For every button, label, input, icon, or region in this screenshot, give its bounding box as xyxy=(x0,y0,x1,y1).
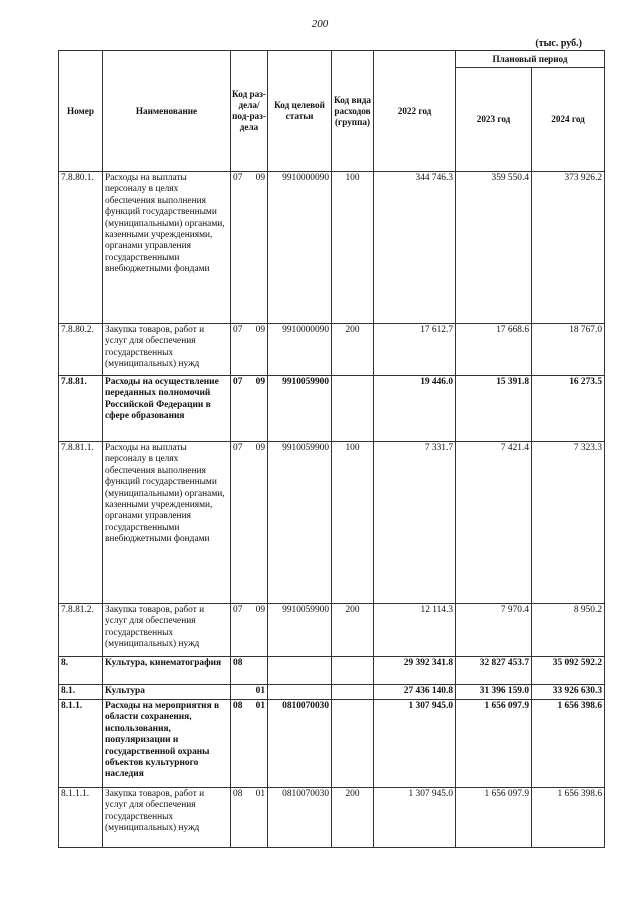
header-cs: Код целевой статьи xyxy=(268,51,332,172)
row-number: 8.1. xyxy=(59,685,103,700)
row-amount-2022: 29 392 341.8 xyxy=(374,657,456,685)
row-name: Закупка товаров, работ и услуг для обеспечения государственных (муниципальных) нужд xyxy=(103,604,231,657)
row-name: Закупка товаров, работ и услуг для обеспечения государственных (муниципальных) нужд xyxy=(103,788,231,848)
row-razdel xyxy=(231,685,250,700)
row-amount-2022: 1 307 945.0 xyxy=(374,700,456,788)
row-amount-2024: 35 092 592.2 xyxy=(532,657,605,685)
header-2024: 2024 год xyxy=(532,68,605,172)
row-name: Расходы на выплаты персоналу в целях обеспечения выполнения функций государственными (муниципальными) органами, казенными учреждениями, органами управления государственными внебюджетными фондами xyxy=(103,442,231,604)
row-number: 7.8.81.1. xyxy=(59,442,103,604)
header-vr: Код вида расходов (группа) xyxy=(332,51,374,172)
row-name: Расходы на мероприятия в области сохранения, использования, популяризации и государственной охраны объектов культурного наследия xyxy=(103,700,231,788)
row-expense-type: 200 xyxy=(332,324,374,376)
budget-table xyxy=(58,50,605,848)
row-amount-2024: 18 767.0 xyxy=(532,324,605,376)
row-razdel: 08 xyxy=(231,788,250,848)
row-amount-2024: 1 656 398.6 xyxy=(532,788,605,848)
row-razdel: 07 xyxy=(231,376,250,442)
header-plan-period: Плановый период xyxy=(456,51,605,68)
row-target-code xyxy=(268,685,332,700)
row-podrazdel: 01 xyxy=(250,700,268,788)
row-expense-type xyxy=(332,657,374,685)
row-amount-2024: 373 926.2 xyxy=(532,172,605,324)
row-target-code: 9910000090 xyxy=(268,172,332,324)
table-row xyxy=(59,700,605,788)
header-razdel: Код раз-дела/ под-раз-дела xyxy=(231,51,268,172)
row-amount-2022: 19 446.0 xyxy=(374,376,456,442)
row-razdel: 07 xyxy=(231,442,250,604)
header-name: Наименование xyxy=(103,51,231,172)
row-amount-2024: 33 926 630.3 xyxy=(532,685,605,700)
row-name: Закупка товаров, работ и услуг для обеспечения государственных (муниципальных) нужд xyxy=(103,324,231,376)
row-amount-2022: 17 612.7 xyxy=(374,324,456,376)
row-number: 8.1.1.1. xyxy=(59,788,103,848)
row-number: 8. xyxy=(59,657,103,685)
row-amount-2023: 1 656 097.9 xyxy=(456,788,532,848)
units-label: (тыс. руб.) xyxy=(535,38,582,49)
row-target-code: 0810070030 xyxy=(268,788,332,848)
row-name: Расходы на выплаты персоналу в целях обеспечения выполнения функций государственными (муниципальными) органами, казенными учреждениями, органами управления государственными внебюджетными фондами xyxy=(103,172,231,324)
row-amount-2024: 7 323.3 xyxy=(532,442,605,604)
header-row-1 xyxy=(59,51,605,68)
row-expense-type: 100 xyxy=(332,172,374,324)
row-podrazdel: 09 xyxy=(250,442,268,604)
table-row xyxy=(59,685,605,700)
row-razdel: 07 xyxy=(231,324,250,376)
row-podrazdel: 09 xyxy=(250,376,268,442)
row-amount-2022: 344 746.3 xyxy=(374,172,456,324)
row-podrazdel: 01 xyxy=(250,685,268,700)
header-2022: 2022 год xyxy=(374,51,456,172)
row-amount-2022: 27 436 140.8 xyxy=(374,685,456,700)
table-row xyxy=(59,604,605,657)
row-amount-2023: 17 668.6 xyxy=(456,324,532,376)
row-number: 7.8.81. xyxy=(59,376,103,442)
row-target-code xyxy=(268,657,332,685)
row-razdel: 07 xyxy=(231,604,250,657)
row-amount-2023: 15 391.8 xyxy=(456,376,532,442)
row-razdel: 08 xyxy=(231,657,250,685)
row-podrazdel: 09 xyxy=(250,604,268,657)
row-target-code: 9910000090 xyxy=(268,324,332,376)
table-row xyxy=(59,324,605,376)
row-amount-2024: 16 273.5 xyxy=(532,376,605,442)
row-amount-2022: 12 114.3 xyxy=(374,604,456,657)
row-target-code: 9910059900 xyxy=(268,376,332,442)
row-expense-type: 200 xyxy=(332,604,374,657)
row-number: 7.8.80.2. xyxy=(59,324,103,376)
row-amount-2023: 31 396 159.0 xyxy=(456,685,532,700)
row-name: Культура, кинематография xyxy=(103,657,231,685)
row-target-code: 9910059900 xyxy=(268,604,332,657)
row-razdel: 07 xyxy=(231,172,250,324)
row-expense-type xyxy=(332,376,374,442)
row-amount-2023: 32 827 453.7 xyxy=(456,657,532,685)
row-razdel: 08 xyxy=(231,700,250,788)
row-amount-2023: 7 421.4 xyxy=(456,442,532,604)
row-amount-2023: 7 970.4 xyxy=(456,604,532,657)
page-number: 200 xyxy=(311,18,329,30)
row-amount-2024: 8 950.2 xyxy=(532,604,605,657)
row-target-code: 0810070030 xyxy=(268,700,332,788)
row-expense-type xyxy=(332,700,374,788)
table-row xyxy=(59,442,605,604)
row-expense-type xyxy=(332,685,374,700)
row-name: Расходы на осуществление переданных полномочий Российской Федерации в сфере образования xyxy=(103,376,231,442)
header-nomer: Номер xyxy=(59,51,103,172)
row-name: Культура xyxy=(103,685,231,700)
table-row xyxy=(59,172,605,324)
table-body xyxy=(59,172,605,848)
row-amount-2023: 1 656 097.9 xyxy=(456,700,532,788)
table-row xyxy=(59,376,605,442)
row-podrazdel: 09 xyxy=(250,172,268,324)
row-expense-type: 200 xyxy=(332,788,374,848)
row-podrazdel: 09 xyxy=(250,324,268,376)
row-target-code: 9910059900 xyxy=(268,442,332,604)
row-amount-2022: 1 307 945.0 xyxy=(374,788,456,848)
row-number: 8.1.1. xyxy=(59,700,103,788)
row-amount-2022: 7 331.7 xyxy=(374,442,456,604)
row-amount-2023: 359 550.4 xyxy=(456,172,532,324)
table-row xyxy=(59,657,605,685)
row-podrazdel xyxy=(250,657,268,685)
row-number: 7.8.81.2. xyxy=(59,604,103,657)
row-podrazdel: 01 xyxy=(250,788,268,848)
row-number: 7.8.80.1. xyxy=(59,172,103,324)
row-amount-2024: 1 656 398.6 xyxy=(532,700,605,788)
header-2023: 2023 год xyxy=(456,68,532,172)
table-row xyxy=(59,788,605,848)
row-expense-type: 100 xyxy=(332,442,374,604)
